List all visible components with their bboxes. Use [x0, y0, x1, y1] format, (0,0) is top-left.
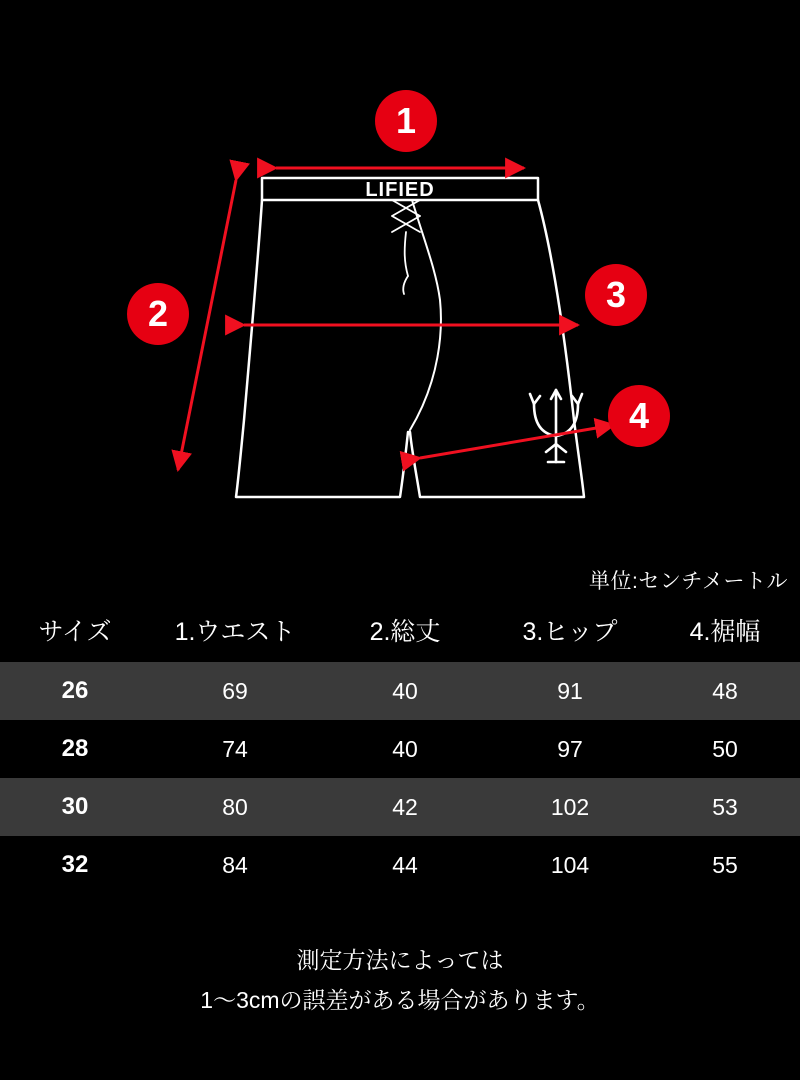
- table-header-row: [0, 608, 800, 662]
- cell-hem: 50: [650, 720, 800, 778]
- callout-3: 3: [585, 264, 647, 326]
- cell-length: 40: [320, 662, 490, 720]
- callout-2: 2: [127, 283, 189, 345]
- cell-length: 44: [320, 836, 490, 894]
- cell-size: 28: [0, 720, 150, 778]
- size-chart-table: [0, 608, 800, 894]
- cell-waist: 84: [150, 836, 320, 894]
- header-hem: 4.裾幅: [650, 608, 800, 662]
- callout-1: 1: [375, 90, 437, 152]
- cell-hem: 55: [650, 836, 800, 894]
- cell-length: 40: [320, 720, 490, 778]
- cell-hip: 102: [490, 778, 650, 836]
- unit-label: 単位:センチメートル: [589, 570, 788, 593]
- table-row: [0, 778, 800, 836]
- table-row: [0, 836, 800, 894]
- header-waist: 1.ウエスト: [150, 608, 320, 662]
- cell-waist: 69: [150, 662, 320, 720]
- cell-waist: 74: [150, 720, 320, 778]
- cell-size: 30: [0, 778, 150, 836]
- cell-hip: 104: [490, 836, 650, 894]
- header-size: サイズ: [0, 608, 150, 662]
- disclaimer-line-2: 1〜3cmの誤差がある場合があります。: [200, 987, 600, 1014]
- trident-logo: [530, 390, 582, 462]
- callout-4: 4: [608, 385, 670, 447]
- cell-waist: 80: [150, 778, 320, 836]
- measurement-disclaimer: [0, 940, 800, 1021]
- disclaimer-line-1: 測定方法によっては: [296, 947, 504, 973]
- cell-size: 26: [0, 662, 150, 720]
- cell-hip: 91: [490, 662, 650, 720]
- waistband-brand-text: LIFIED: [365, 179, 435, 201]
- header-length: 2.総丈: [320, 608, 490, 662]
- table-row: [0, 720, 800, 778]
- cell-hip: 97: [490, 720, 650, 778]
- cell-size: 32: [0, 836, 150, 894]
- hem-measure-line: [420, 425, 614, 458]
- table-row: [0, 662, 800, 720]
- header-hip: 3.ヒップ: [490, 608, 650, 662]
- cell-length: 42: [320, 778, 490, 836]
- cell-hem: 48: [650, 662, 800, 720]
- cell-hem: 53: [650, 778, 800, 836]
